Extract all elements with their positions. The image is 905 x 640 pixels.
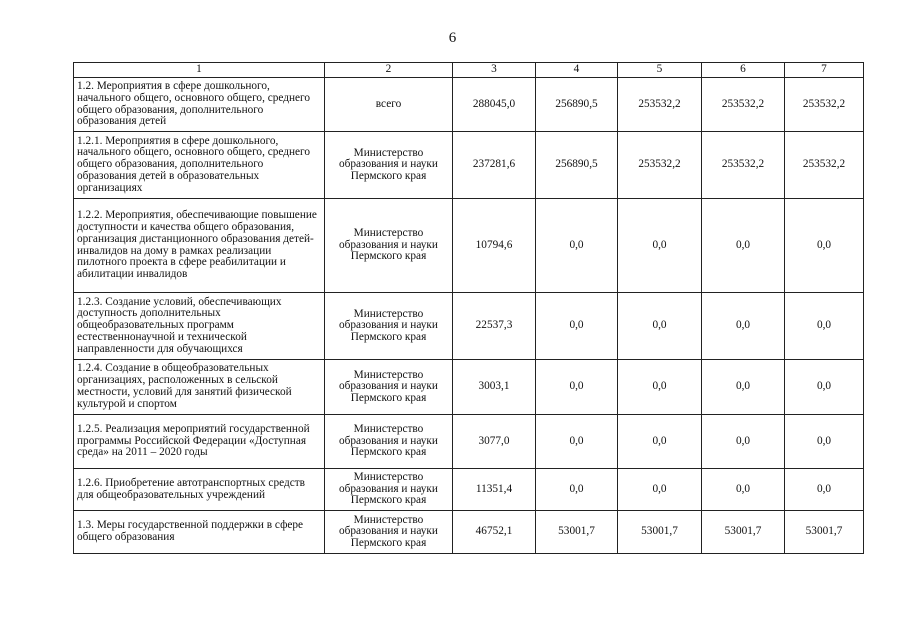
budget-table — [73, 62, 864, 554]
value-cell: 0,0 — [536, 469, 618, 511]
column-header: 6 — [702, 63, 785, 78]
value-cell: 53001,7 — [702, 511, 785, 554]
table-header-row — [74, 63, 864, 78]
value-cell: 0,0 — [536, 415, 618, 469]
column-header: 5 — [618, 63, 702, 78]
table-row — [74, 469, 864, 511]
executor-cell: всего — [325, 78, 453, 132]
value-cell: 11351,4 — [453, 469, 536, 511]
table-row — [74, 415, 864, 469]
value-cell: 253532,2 — [785, 132, 864, 199]
value-cell: 0,0 — [785, 199, 864, 293]
table-row — [74, 293, 864, 360]
value-cell: 253532,2 — [702, 78, 785, 132]
executor-cell: Министерство образования и науки Пермского края — [325, 132, 453, 199]
executor-cell: Министерство образования и науки Пермского края — [325, 511, 453, 554]
value-cell: 3003,1 — [453, 360, 536, 415]
value-cell: 22537,3 — [453, 293, 536, 360]
activity-name: 1.2.5. Реализация мероприятий государственной программы Российской Федерации «Доступная среда» на 2011 – 2020 годы — [74, 415, 325, 469]
table-row — [74, 199, 864, 293]
executor-cell: Министерство образования и науки Пермского края — [325, 469, 453, 511]
table-row — [74, 511, 864, 554]
value-cell: 0,0 — [785, 293, 864, 360]
value-cell: 0,0 — [702, 415, 785, 469]
value-cell: 0,0 — [785, 360, 864, 415]
value-cell: 288045,0 — [453, 78, 536, 132]
column-header: 1 — [74, 63, 325, 78]
value-cell: 0,0 — [618, 415, 702, 469]
value-cell: 256890,5 — [536, 78, 618, 132]
value-cell: 0,0 — [702, 469, 785, 511]
column-header: 3 — [453, 63, 536, 78]
value-cell: 0,0 — [618, 293, 702, 360]
value-cell: 0,0 — [785, 415, 864, 469]
executor-cell: Министерство образования и науки Пермского края — [325, 293, 453, 360]
value-cell: 0,0 — [785, 469, 864, 511]
activity-name: 1.2.2. Мероприятия, обеспечивающие повышение доступности и качества общего образования, организация дистанционного образования детей-инвалидов на дому в рамках реализации пилотного проекта в сфере реабилитации и абилитации инвалидов — [74, 199, 325, 293]
table-row — [74, 132, 864, 199]
value-cell: 53001,7 — [618, 511, 702, 554]
activity-name: 1.2.3. Создание условий, обеспечивающих доступность дополнительных общеобразовательных программ естественнонаучной и технической направленности для обучающихся — [74, 293, 325, 360]
value-cell: 10794,6 — [453, 199, 536, 293]
executor-cell: Министерство образования и науки Пермского края — [325, 199, 453, 293]
value-cell: 256890,5 — [536, 132, 618, 199]
activity-name: 1.2.6. Приобретение автотранспортных средств для общеобразовательных учреждений — [74, 469, 325, 511]
executor-cell: Министерство образования и науки Пермского края — [325, 415, 453, 469]
activity-name: 1.2.4. Создание в общеобразовательных организациях, расположенных в сельской местности, условий для занятий физической культурой и спортом — [74, 360, 325, 415]
table-row — [74, 360, 864, 415]
value-cell: 0,0 — [618, 360, 702, 415]
column-header: 4 — [536, 63, 618, 78]
value-cell: 46752,1 — [453, 511, 536, 554]
page-number: 6 — [448, 30, 457, 46]
column-header: 2 — [325, 63, 453, 78]
value-cell: 253532,2 — [785, 78, 864, 132]
value-cell: 53001,7 — [536, 511, 618, 554]
value-cell: 0,0 — [536, 293, 618, 360]
value-cell: 253532,2 — [702, 132, 785, 199]
value-cell: 237281,6 — [453, 132, 536, 199]
activity-name: 1.3. Меры государственной поддержки в сфере общего образования — [74, 511, 325, 554]
executor-cell: Министерство образования и науки Пермского края — [325, 360, 453, 415]
value-cell: 0,0 — [618, 199, 702, 293]
value-cell: 0,0 — [702, 360, 785, 415]
activity-name: 1.2. Мероприятия в сфере дошкольного, начального общего, основного общего, среднего общего образования, дополнительного образования детей — [74, 78, 325, 132]
value-cell: 0,0 — [618, 469, 702, 511]
value-cell: 3077,0 — [453, 415, 536, 469]
value-cell: 0,0 — [536, 199, 618, 293]
value-cell: 0,0 — [702, 199, 785, 293]
activity-name: 1.2.1. Мероприятия в сфере дошкольного, начального общего, основного общего, среднего общего образования, дополнительного образования детей в образовательных организациях — [74, 132, 325, 199]
value-cell: 53001,7 — [785, 511, 864, 554]
column-header: 7 — [785, 63, 864, 78]
value-cell: 0,0 — [702, 293, 785, 360]
value-cell: 0,0 — [536, 360, 618, 415]
table-row — [74, 78, 864, 132]
value-cell: 253532,2 — [618, 78, 702, 132]
value-cell: 253532,2 — [618, 132, 702, 199]
